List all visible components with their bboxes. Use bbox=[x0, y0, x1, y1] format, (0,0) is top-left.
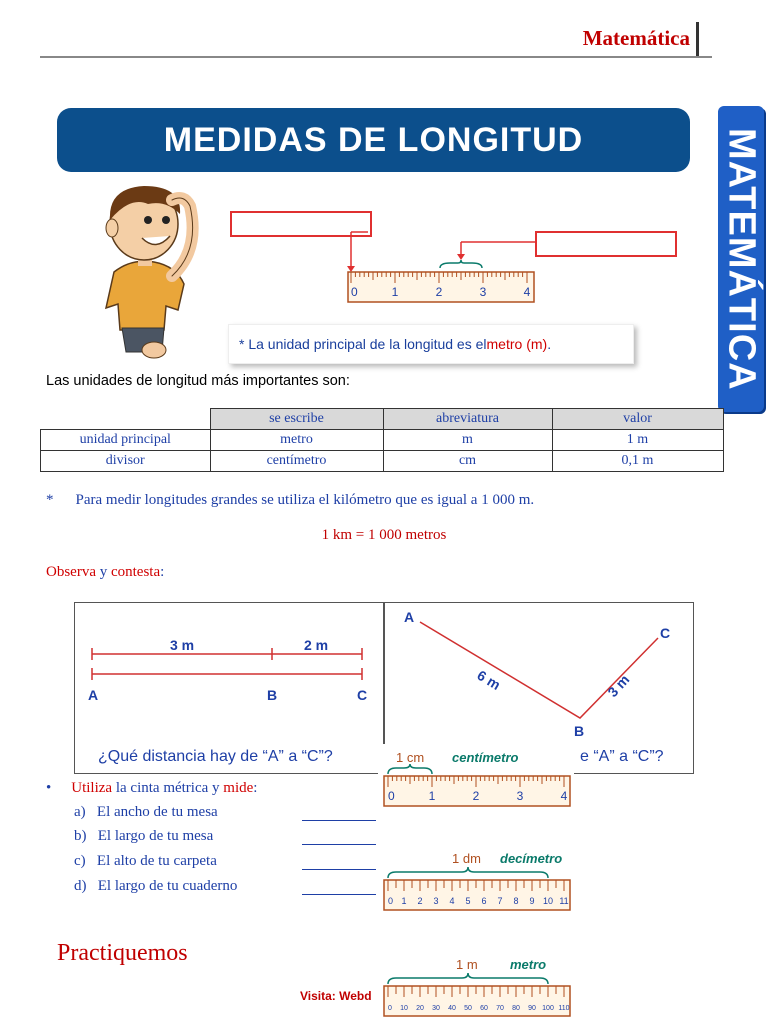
km-note-text: Para medir longitudes grandes se utiliza el kilómetro que es igual a 1 000 m. bbox=[75, 492, 535, 508]
task-use: Utiliza bbox=[71, 780, 113, 796]
ruler-number: 4 bbox=[523, 285, 531, 299]
item-text: El alto de tu carpeta bbox=[96, 853, 217, 869]
note-prefix: * La unidad principal de la longitud es el bbox=[239, 336, 487, 352]
task-list bbox=[46, 780, 376, 910]
list-item bbox=[74, 878, 237, 895]
top-ruler bbox=[340, 230, 540, 306]
item-letter: d) bbox=[74, 878, 87, 894]
point-label-c: C bbox=[357, 687, 368, 703]
item-text: El ancho de tu mesa bbox=[96, 804, 218, 820]
table-cell: 0,1 m bbox=[552, 451, 723, 472]
km-equation: 1 km = 1 000 metros bbox=[321, 527, 447, 543]
intro-text: Las unidades de longitud más importantes son: bbox=[46, 373, 350, 389]
segment-label-6m: 6 m bbox=[474, 666, 504, 693]
task-bullet: • bbox=[46, 780, 52, 796]
header-rule bbox=[40, 56, 712, 58]
point-label-c: C bbox=[660, 625, 671, 641]
ruler-number: 40 bbox=[448, 1005, 456, 1012]
task-measure: mide bbox=[223, 780, 254, 796]
table-header-cell: abreviatura bbox=[383, 409, 552, 430]
table-cell: m bbox=[383, 430, 552, 451]
ruler-number: 0 bbox=[388, 789, 395, 803]
list-item bbox=[74, 804, 218, 821]
ruler-number: 8 bbox=[513, 896, 519, 906]
units-table bbox=[40, 408, 724, 472]
ruler-number: 30 bbox=[432, 1005, 440, 1012]
principal-unit-note bbox=[228, 324, 634, 364]
header-bar bbox=[696, 22, 699, 56]
answer-line[interactable] bbox=[302, 869, 376, 870]
table-header-empty bbox=[41, 409, 211, 430]
ruler-number: 0 bbox=[388, 896, 394, 906]
ruler-number: 4 bbox=[560, 789, 568, 803]
ruler-number: 10 bbox=[400, 1005, 408, 1012]
observe-and: y bbox=[95, 564, 111, 580]
task-middle: la cinta métrica y bbox=[112, 780, 224, 796]
dm-ruler-name: decímetro bbox=[500, 851, 563, 866]
ruler-number: 6 bbox=[481, 896, 487, 906]
cm-ruler-label: 1 cm bbox=[396, 750, 425, 765]
ruler-number: 7 bbox=[497, 896, 503, 906]
table-cell: centímetro bbox=[210, 451, 383, 472]
task-colon: : bbox=[253, 780, 258, 796]
answer-line[interactable] bbox=[302, 820, 376, 821]
ruler-number: 70 bbox=[496, 1005, 504, 1012]
question-left: ¿Qué distancia hay de “A” a “C”? bbox=[98, 748, 333, 765]
table-header-cell: se escribe bbox=[210, 409, 383, 430]
m-ruler bbox=[380, 954, 574, 1020]
point-label-a: A bbox=[404, 609, 415, 625]
table-cell: cm bbox=[383, 451, 552, 472]
cm-ruler bbox=[378, 744, 574, 812]
ruler-number: 110 bbox=[558, 1005, 570, 1012]
ruler-number: 80 bbox=[512, 1005, 520, 1012]
ruler-number: 3 bbox=[479, 285, 487, 299]
ruler-number: 1 bbox=[428, 789, 436, 803]
ruler-number: 2 bbox=[435, 285, 443, 299]
task-instruction bbox=[46, 780, 257, 797]
ruler-number: 50 bbox=[464, 1005, 472, 1012]
ruler-number: 3 bbox=[433, 896, 439, 906]
side-tab-label bbox=[718, 106, 764, 412]
table-header-row bbox=[41, 409, 724, 430]
answer-line[interactable] bbox=[302, 894, 376, 895]
table-header-cell: valor bbox=[552, 409, 723, 430]
visit-text: Visita: Webd bbox=[300, 989, 372, 1003]
note-suffix: . bbox=[547, 336, 552, 352]
segment-label-2m: 2 m bbox=[304, 637, 329, 653]
question-right: e “A” a “C”? bbox=[580, 748, 664, 765]
segment-label-3m: 3 m bbox=[604, 671, 633, 701]
item-text: El largo de tu cuaderno bbox=[97, 878, 238, 894]
point-label-b: B bbox=[267, 687, 278, 703]
ruler-number: 3 bbox=[516, 789, 524, 803]
answer-line[interactable] bbox=[302, 844, 376, 845]
ruler-number: 10 bbox=[542, 896, 554, 906]
table-cell: unidad principal bbox=[41, 430, 211, 451]
segment-label-3m: 3 m bbox=[170, 637, 195, 653]
table-row bbox=[41, 451, 724, 472]
observe-instruction bbox=[46, 564, 164, 581]
ruler-number: 0 bbox=[351, 285, 358, 299]
cm-ruler-name: centímetro bbox=[452, 750, 519, 765]
item-letter: c) bbox=[74, 853, 86, 869]
table-cell: 1 m bbox=[552, 430, 723, 451]
item-text: El largo de tu mesa bbox=[97, 828, 214, 844]
ruler-number: 90 bbox=[528, 1005, 536, 1012]
note-highlight: metro (m) bbox=[486, 336, 548, 352]
table-cell: metro bbox=[210, 430, 383, 451]
dm-ruler-label: 1 dm bbox=[452, 851, 481, 866]
ruler-number: 1 bbox=[391, 285, 399, 299]
ruler-number: 1 bbox=[401, 896, 407, 906]
ruler-number: 4 bbox=[449, 896, 455, 906]
km-note bbox=[46, 492, 534, 509]
observe-colon: : bbox=[160, 564, 165, 580]
item-letter: b) bbox=[74, 828, 87, 844]
boy-illustration bbox=[92, 180, 202, 370]
ruler-number: 60 bbox=[480, 1005, 488, 1012]
side-tab-text: MATEMÁTICA bbox=[720, 127, 763, 391]
ruler-number: 11 bbox=[559, 896, 569, 906]
ruler-number: 0 bbox=[388, 1005, 392, 1012]
list-item bbox=[74, 828, 213, 845]
figure-left-diagram bbox=[76, 604, 382, 744]
item-letter: a) bbox=[74, 804, 86, 820]
m-ruler-label: 1 m bbox=[456, 957, 478, 972]
blank-box-right bbox=[535, 231, 677, 257]
point-label-b: B bbox=[574, 723, 585, 739]
dm-ruler bbox=[380, 848, 574, 914]
practice-heading: Practiquemos bbox=[57, 940, 188, 966]
point-label-a: A bbox=[88, 687, 99, 703]
ruler-number: 100 bbox=[542, 1005, 554, 1012]
page-title: MEDIDAS DE LONGITUD bbox=[57, 108, 690, 172]
contest-word: contesta bbox=[110, 564, 161, 580]
figure-right-diagram bbox=[386, 604, 690, 744]
table-row bbox=[41, 430, 724, 451]
ruler-number: 2 bbox=[417, 896, 423, 906]
observe-word: Observa bbox=[46, 564, 96, 580]
header-title: Matemática bbox=[582, 26, 690, 50]
ruler-number: 5 bbox=[465, 896, 471, 906]
table-cell: divisor bbox=[41, 451, 211, 472]
ruler-number: 20 bbox=[416, 1005, 424, 1012]
list-item bbox=[74, 853, 217, 870]
km-note-bullet: * bbox=[46, 492, 54, 508]
ruler-number: 2 bbox=[472, 789, 480, 803]
ruler-number: 9 bbox=[529, 896, 535, 906]
m-ruler-name: metro bbox=[510, 957, 547, 972]
